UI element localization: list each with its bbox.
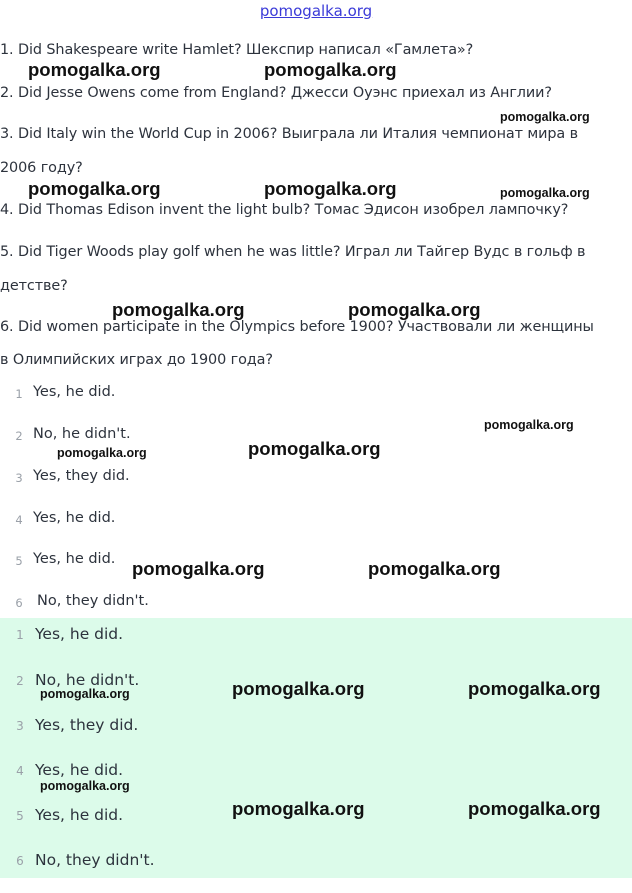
watermark: pomogalka.org	[57, 446, 147, 460]
question-6: 6. Did women participate in the Olympics before 1900? Участвовали ли женщины	[0, 319, 594, 335]
watermark: pomogalka.org	[248, 438, 381, 459]
watermark: pomogalka.org	[40, 779, 130, 793]
watermark: pomogalka.org	[28, 178, 161, 199]
answer-number: 1	[16, 628, 24, 642]
answer-number: 2	[15, 429, 23, 443]
answer-text: Yes, he did.	[35, 761, 124, 779]
answer-number: 4	[16, 764, 24, 778]
highlighted-answer-item	[0, 625, 632, 667]
question-1: 1. Did Shakespeare write Hamlet? Шекспир написал «Гамлета»?	[0, 42, 474, 58]
answer-number: 3	[15, 471, 23, 485]
answer-text: Yes, he did.	[35, 806, 124, 824]
highlighted-answer-item	[0, 851, 632, 893]
watermark: pomogalka.org	[232, 798, 365, 819]
answer-number: 1	[15, 387, 23, 401]
highlighted-answer-item	[0, 716, 632, 758]
answer-number: 4	[15, 513, 23, 527]
watermark: pomogalka.org	[264, 59, 397, 80]
watermark: pomogalka.org	[500, 110, 590, 124]
answer-item	[0, 510, 632, 552]
answer-number: 2	[16, 674, 24, 688]
watermark: pomogalka.org	[40, 687, 130, 701]
answer-text: No, they didn't.	[35, 851, 155, 869]
question-6-continued: в Олимпийских играх до 1900 года?	[0, 352, 273, 368]
question-3: 3. Did Italy win the World Cup in 2006? Выиграла ли Италия чемпионат мира в	[0, 126, 579, 142]
answer-item	[0, 468, 632, 510]
watermark: pomogalka.org	[132, 558, 265, 579]
watermark: pomogalka.org	[484, 418, 574, 432]
answer-text: No, they didn't.	[37, 593, 149, 609]
watermark: pomogalka.org	[264, 178, 397, 199]
question-4: 4. Did Thomas Edison invent the light bulb? Томас Эдисон изобрел лампочку?	[0, 202, 569, 218]
question-3-continued: 2006 году?	[0, 160, 83, 176]
watermark: pomogalka.org	[28, 59, 161, 80]
answer-number: 3	[16, 719, 24, 733]
question-5: 5. Did Tiger Woods play golf when he was little? Играл ли Тайгер Вудс в гольф в	[0, 244, 586, 260]
answer-text: No, he didn't.	[35, 671, 140, 689]
answer-number: 5	[16, 809, 24, 823]
answer-text: Yes, he did.	[33, 510, 116, 526]
answer-number: 6	[15, 596, 23, 610]
watermark: pomogalka.org	[500, 186, 590, 200]
answer-text: Yes, they did.	[33, 468, 130, 484]
answer-item	[0, 551, 632, 593]
answer-number: 6	[16, 854, 24, 868]
site-link[interactable]: pomogalka.org	[259, 2, 373, 20]
answer-text: Yes, they did.	[35, 716, 139, 734]
answer-text: No, he didn't.	[33, 426, 131, 442]
answer-number: 5	[15, 554, 23, 568]
watermark: pomogalka.org	[468, 798, 601, 819]
watermark: pomogalka.org	[468, 678, 601, 699]
question-5-continued: детстве?	[0, 278, 68, 294]
watermark: pomogalka.org	[232, 678, 365, 699]
answer-text: Yes, he did.	[33, 384, 116, 400]
question-2: 2. Did Jesse Owens come from England? Джесси Оуэнс приехал из Англии?	[0, 85, 552, 101]
watermark: pomogalka.org	[368, 558, 501, 579]
watermark: pomogalka.org	[348, 299, 481, 320]
answer-text: Yes, he did.	[35, 625, 124, 643]
watermark: pomogalka.org	[112, 299, 245, 320]
answer-text: Yes, he did.	[33, 551, 116, 567]
